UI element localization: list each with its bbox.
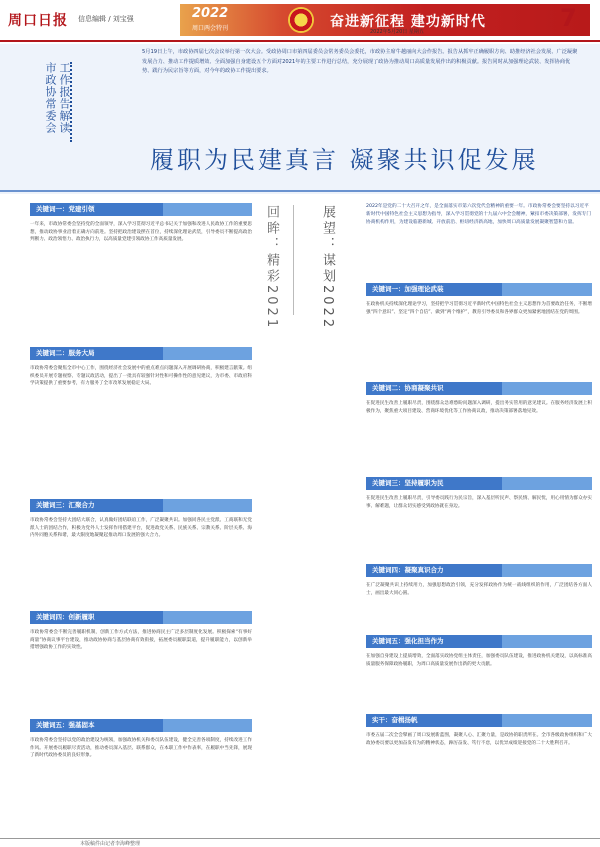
section-heading: 关键词三：坚持履职为民 — [366, 477, 592, 490]
section-heading: 关键词三：汇聚合力 — [30, 499, 252, 512]
section-heading: 实干：奋楫扬帆 — [366, 714, 592, 727]
section-body: 在加强自身建设上提质增效，全面落实政协党组主体责任，加强委员队伍建设，推进政协机关建设，以高标准高质量服务保障政协履职，为周口高质量发展作出新的更大贡献。 — [366, 654, 592, 667]
section-heading: 关键词五：强基固本 — [30, 719, 252, 732]
section-body: 市委五届二次全会擘画了周口发展新蓝图，凝聚人心、汇聚力量，是政协的职责所在。全市各级政协组织和广大政协委员要以更加奋发有为的精神状态，踔厉奋发、笃行不怠，以优异成绩迎接党的二十大胜利召开。 — [366, 733, 592, 746]
intro-paragraph: 5月19日上午，市政协四届七次会议举行第一次大会。受政协周口市第四届委员会常务委员会委托，市政协主席牛越丽向大会作报告。报告从抓牢正确履职方向、助推经济社会发展、广泛凝聚发展合力、推动工作提质增效、全面加强自身建设五个方面对2021年的主要工作进行总结，充分展现了政协为推动周口高质量发展作出的积极贡献。报告同时从加强理论武装、发挥协商优势、践行为民宗旨等方面，对今年的政协工作提出要求。 — [142, 49, 578, 75]
banner-title: 奋进新征程 建功新时代 — [330, 14, 486, 30]
section-body: 在政协机关持续深化理论学习，坚持把学习贯彻习近平新时代中国特色社会主义思想作为首要政治任务，不断增强“四个意识”、坚定“四个自信”、做到“两个维护”，教育引导委员和各界群众更加紧密地团结在党的周围。 — [366, 302, 592, 315]
outlook-intro: 2022年是党的二十大召开之年，是全面落实市第六次党代会精神的重要一年。市政协常委会要坚持以习近平新时代中国特色社会主义思想为指导，深入学习贯彻党的十九届六中全会精神，紧扣市委决策部署，发挥专门协商机构作用，为建设临港新城、开放前沿、枢纽经济新高地，加快周口高质量发展凝聚智慧和力量。 — [366, 204, 592, 225]
masthead — [0, 0, 600, 44]
editor-note: 本版稿件由记者李海峰整理 — [80, 841, 141, 847]
section-heading: 关键词二：服务大局 — [30, 347, 252, 360]
newspaper-logo: 周口日报 — [8, 13, 68, 29]
vertical-dots-divider — [70, 62, 72, 142]
section-body: 在促进民生改善上履职尽责，围绕群众急难愁盼问题深入调研，提出务实管用的意见建议。在服务经济发展上积极作为，聚焦重大项目建设、营商环境优化等工作协商议政，推动决策部署落地见效。 — [366, 401, 592, 414]
section-heading: 关键词一：加强理论武装 — [366, 283, 592, 296]
top-rule — [0, 40, 600, 42]
banner-year: 2022 — [192, 6, 229, 21]
section-body: 市政协常委会聚焦全市中心工作，围绕经济社会发展中的重点难点问题深入开展调研协商，积极建言献策。组织委员开展专题视察、专题议政活动，提出了一批具有较强针对性和可操作性的意见建议，为市委、市政府科学决策提供了重要参考，有力服务了全市改革发展稳定大局。 — [30, 366, 252, 387]
section-heading: 关键词四：凝聚真识合力 — [366, 564, 592, 577]
section-body: 市政协常委会坚持以党的政治建设为统领，加强政协机关和委员队伍建设，健全完善各项制度，持续改进工作作风。开展委员履职尽责活动，推动委员深入基层、联系群众，在本职工作中作表率，在履职中当先锋，展现了新时代政协委员的良好形象。 — [30, 738, 252, 759]
banner-subtitle: 周口两会特刊 — [192, 25, 229, 32]
section-body: 一年来，市政协常委会坚持党的全面领导，深入学习贯彻习近平总书记关于加强和改进人民政协工作的重要思想，推动政协事业沿着正确方向前进。坚持把政治建设摆在首位，持续深化理论武装，引导委员不断提高政治判断力、政治领悟力、政治执行力，以高质量党建引领政协工作高质量发展。 — [30, 222, 252, 243]
outlook-label: 展望：谋划2022 — [320, 205, 335, 331]
section-body: 在促进民生改善上履职尽责，引导委员践行为民宗旨，深入基层听民声、察民情、解民忧，用心用情为群众办实事、解难题，让群众切实感受到政协就在身边。 — [366, 496, 592, 509]
section-body: 市政协常委会不断完善履职机制，创新工作方式方法，推进协商民主广泛多层制度化发展。积极探索“有事好商量”协商议事平台建设，推动政协协商与基层协商有效衔接，拓展委员履职渠道，提升履职能力，以创新举措增强政协工作的实效性。 — [30, 630, 252, 651]
vertical-title-report: 工作报告解读 — [58, 62, 71, 134]
main-headline: 履职为民建真言 凝聚共识促发展 — [150, 146, 539, 174]
vertical-title-org: 市政协常委会 — [44, 62, 57, 134]
review-label: 回眸：精彩2021 — [264, 205, 279, 331]
section-body: 市政协常委会坚持大团结大联合，认真做好团结联谊工作，广泛凝聚共识。加强同各民主党派、工商联和无党派人士的团结合作，积极为党外人士发挥作用搭建平台，促进政党关系、民族关系、宗教关系、阶层关系、海内外同胞关系和谐，最大限度地凝聚起推动周口发展的强大合力。 — [30, 518, 252, 539]
section-editor: 信息编辑 / 刘宝强 — [78, 15, 134, 23]
section-body: 在广泛凝聚共识上持续用力，加强思想政治引领，充分发挥政协作为统一战线组织的作用，广泛团结各方面人士，画出最大同心圆。 — [366, 583, 592, 596]
column-divider — [293, 205, 294, 315]
page-number: 7 — [560, 4, 577, 32]
section-heading: 关键词四：创新履职 — [30, 611, 252, 624]
left-column — [30, 203, 252, 839]
section-heading: 关键词五：强化担当作为 — [366, 635, 592, 648]
section-heading: 关键词一：党建引领 — [30, 203, 252, 216]
section-heading: 关键词二：协商凝聚共识 — [366, 382, 592, 395]
header-rule — [0, 190, 600, 192]
page-date: 2022年5月20日 星期五 — [370, 29, 424, 35]
right-column — [366, 283, 592, 835]
emblem-icon — [288, 7, 314, 33]
footer-rule — [0, 838, 600, 839]
